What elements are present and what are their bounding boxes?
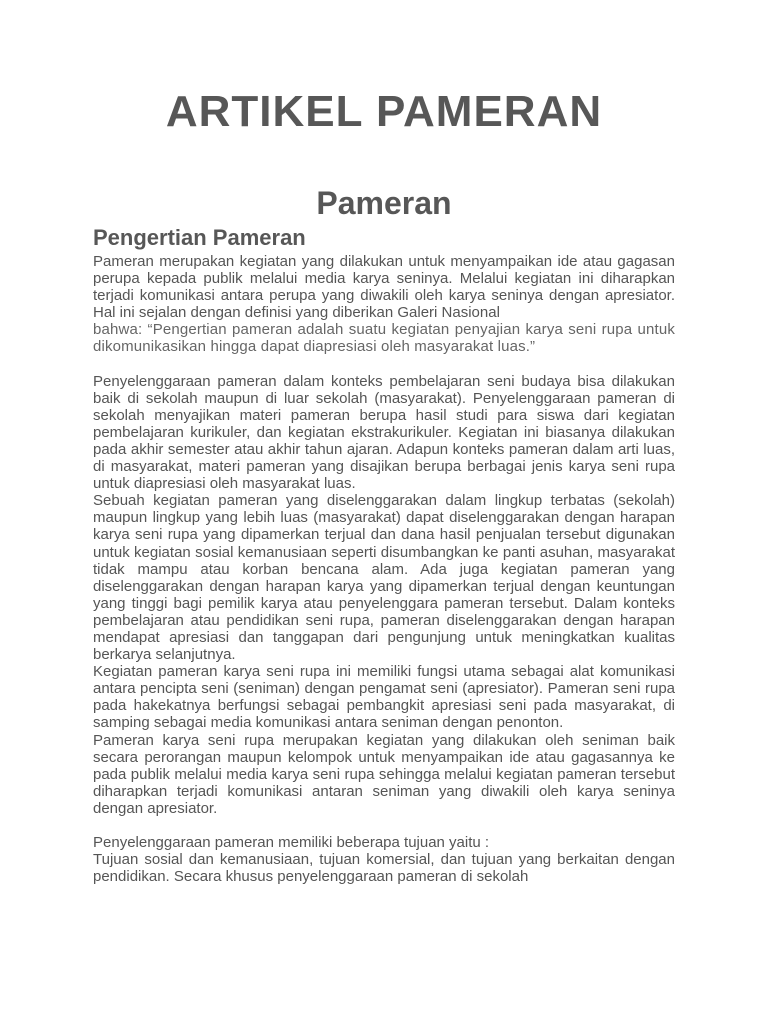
document-body [93, 223, 675, 885]
paragraph-goals-intro: Penyelenggaraan pameran memiliki beberapa tujuan yaitu : [93, 834, 490, 851]
subheading: Pengertian Pameran [93, 225, 306, 250]
paragraph-goals: Tujuan sosial dan kemanusiaan, tujuan komersial, dan tujuan yang berkaitan dengan pendidikan. Secara khusus penyelenggaraan pameran di sekolah [93, 851, 675, 886]
paragraph-definition: Pameran merupakan kegiatan yang dilakukan untuk menyampaikan ide atau gagasan perupa kepada publik melalui media karya seninya. Melalui kegiatan ini diharapkan terjadi komunikasi antara perupa yang diwakili oleh karya seninya dengan apresiator. Hal ini sejalan dengan definisi yang diberikan Galeri Nasional [93, 253, 675, 322]
paragraph-spacer [93, 356, 675, 373]
paragraph-context: Penyelenggaraan pameran dalam konteks pembelajaran seni budaya bisa dilakukan baik di sekolah maupun di luar sekolah (masyarakat). Penyelenggaraan pameran di sekolah menyajikan materi pameran berupa hasil studi para siswa dari kegiatan pembelajaran kurikuler, dan kegiatan ekstrakurikuler. Kegiatan ini biasanya dilakukan pada akhir semester atau akhir tahun ajaran. Adapun konteks pameran dalam arti luas, di masyarakat, materi pameran yang disajikan berupa berbagai jenis karya seni rupa untuk diapresiasi oleh masyarakat luas. [93, 372, 675, 493]
document-title: ARTIKEL PAMERAN [165, 87, 603, 136]
section-title: Pameran [316, 185, 452, 221]
paragraph-definition-art: Pameran karya seni rupa merupakan kegiatan yang dilakukan oleh seniman baik secara perorangan maupun kelompok untuk menyampaikan ide atau gagasannya ke pada publik melalui media karya seni rupa sehingga melalui kegiatan pameran tersebut diharapkan terjadi komunikasi antaran seniman yang diwakili oleh karya seninya dengan apresiator. [93, 731, 675, 817]
paragraph-purpose: Sebuah kegiatan pameran yang diselenggarakan dalam lingkup terbatas (sekolah) maupun lingkup yang lebih luas (masyarakat) dapat diselenggarakan dengan harapan karya seni rupa yang dipamerkan terjual dan dana hasil penjualan tersebut digunakan untuk kegiatan sosial kemanusiaan seperti disumbangkan ke panti asuhan, masyarakat tidak mampu atau korban bencana alam. Ada juga kegiatan pameran yang diselenggarakan dengan harapan karya yang dipamerkan terjual dengan keuntungan yang tinggi bagi pemilik karya atau penyelenggara pameran tersebut. Dalam konteks pembelajaran atau pendidikan seni rupa, pameran diselenggarakan dengan harapan mendapat apresiasi dan tanggapan dari pengunjung untuk meningkatkan kualitas berkarya selanjutnya. [93, 492, 675, 664]
paragraph-function: Kegiatan pameran karya seni rupa ini memiliki fungsi utama sebagai alat komunikasi antara pencipta seni (seniman) dengan pengamat seni (apresiator). Pameran seni rupa pada hakekatnya berfungsi sebagai pembangkit apresiasi seni pada masyarakat, di samping sebagai media komunikasi antara seniman dengan penonton. [93, 663, 675, 732]
paragraph-quote: bahwa: “Pengertian pameran adalah suatu kegiatan penyajian karya seni rupa untuk dikomunikasikan hingga dapat diapresiasi oleh masyarakat luas.” [93, 321, 675, 356]
paragraph-spacer [93, 817, 675, 834]
